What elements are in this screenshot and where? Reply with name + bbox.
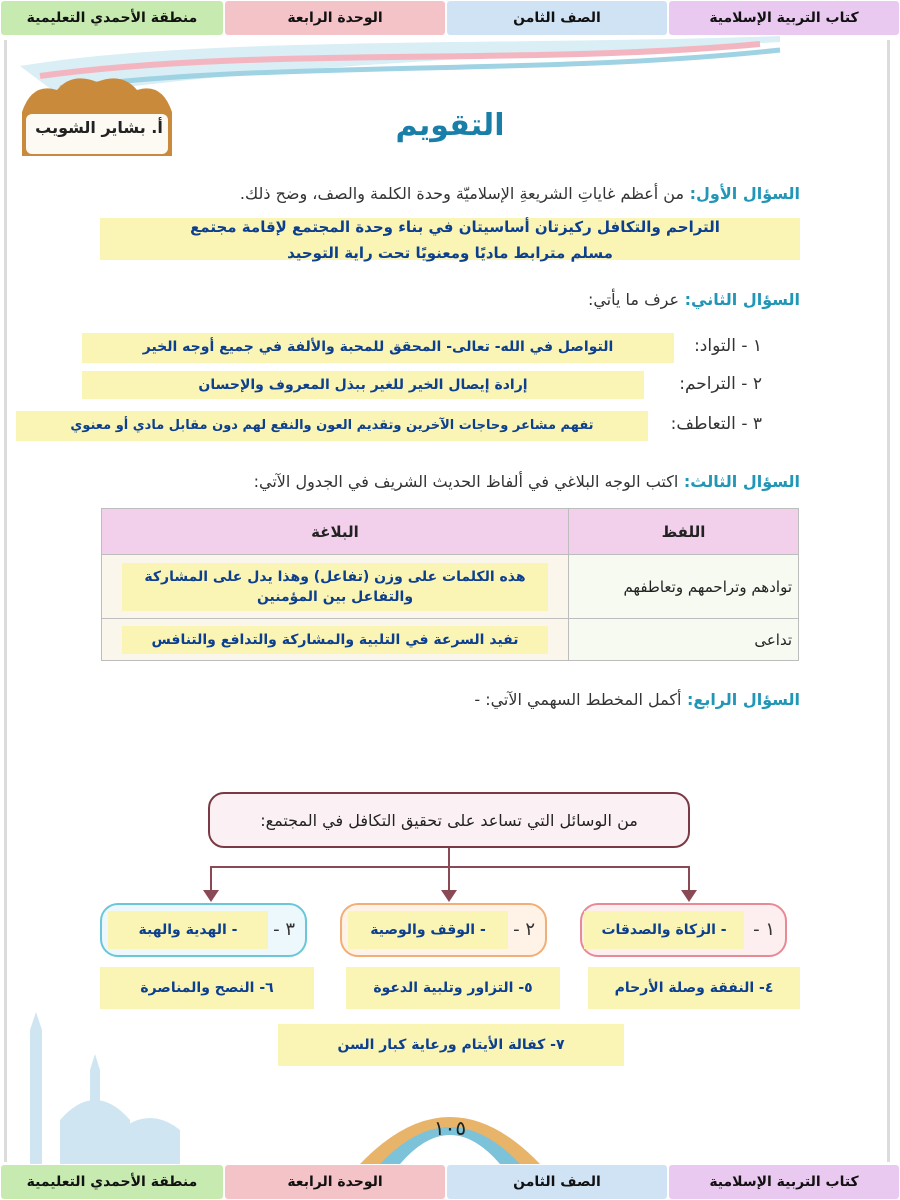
question-4 bbox=[474, 690, 800, 709]
table-header-rhetoric: البلاغة bbox=[102, 509, 569, 555]
answer-2-3: تفهم مشاعر وحاجات الآخرين وتقديم العون والنفع لهم دون مقابل مادي أو معنوي bbox=[70, 418, 594, 433]
table-cell-rhetoric bbox=[102, 619, 569, 661]
header-book: كتاب التربية الإسلامية bbox=[669, 1, 899, 35]
branch-box-1 bbox=[580, 903, 787, 957]
branch-number: ٣ - bbox=[273, 919, 295, 940]
page-number: ١٠٥ bbox=[433, 1116, 467, 1140]
arrow-down-icon bbox=[203, 890, 219, 902]
question-1-label: السؤال الأول: bbox=[689, 184, 800, 203]
table-cell-word: تداعى bbox=[569, 619, 799, 661]
table-answer: هذه الكلمات على وزن (تفاعل) وهذا يدل على المشاركة والتفاعل بين المؤمنين bbox=[122, 563, 548, 611]
right-border bbox=[887, 40, 890, 1162]
arrow-down-icon bbox=[441, 890, 457, 902]
table-header-row bbox=[102, 509, 799, 555]
rhetoric-table bbox=[101, 508, 799, 661]
term-1: ١ - التواد: bbox=[694, 336, 762, 356]
branch-answer: - الزكاة والصدقات bbox=[584, 911, 744, 949]
branch-number: ٢ - bbox=[513, 919, 535, 940]
question-1-text: من أعظم غاياتِ الشريعةِ الإسلاميّة وحدة الكلمة والصف، وضح ذلك. bbox=[239, 184, 685, 203]
branch-answer: - الهدية والهبة bbox=[108, 911, 268, 949]
author-name: أ. بشاير الشويب bbox=[35, 118, 163, 137]
footer-region: منطقة الأحمدي التعليمية bbox=[1, 1165, 223, 1199]
arrow-down-icon bbox=[681, 890, 697, 902]
term-2: ٢ - التراحم: bbox=[679, 374, 762, 394]
table-header-word: اللفظ bbox=[569, 509, 799, 555]
answer-2-2: إرادة إيصال الخير للغير ببذل المعروف والإحسان bbox=[198, 377, 528, 393]
extra-answer-7: ٧- كفالة الأيتام ورعاية كبار السن bbox=[278, 1024, 624, 1066]
header-region: منطقة الأحمدي التعليمية bbox=[1, 1, 223, 35]
table-answer: تفيد السرعة في التلبية والمشاركة والتدافع والتنافس bbox=[122, 626, 548, 654]
table-cell-word: توادهم وتراحمهم وتعاطفهم bbox=[569, 555, 799, 619]
question-4-text: أكمل المخطط السهمي الآتي: - bbox=[474, 690, 682, 709]
term-3: ٣ - التعاطف: bbox=[670, 414, 762, 434]
extra-answer-5: ٥- التزاور وتلبية الدعوة bbox=[346, 967, 560, 1009]
answer-1-line2: مسلم مترابط ماديًا ومعنويًا تحت راية التوحيد bbox=[287, 244, 613, 262]
header-unit: الوحدة الرابعة bbox=[225, 1, 445, 35]
page-title: التقويم bbox=[395, 108, 505, 143]
question-3-label: السؤال الثالث: bbox=[683, 472, 800, 491]
question-1 bbox=[240, 184, 800, 203]
branch-number: ١ - bbox=[753, 919, 775, 940]
footer-unit: الوحدة الرابعة bbox=[225, 1165, 445, 1199]
extra-answer-4: ٤- النفقة وصلة الأرحام bbox=[588, 967, 800, 1009]
diagram-root-box: من الوسائل التي تساعد على تحقيق التكافل في المجتمع: bbox=[208, 792, 690, 848]
extra-answer-6: ٦- النصح والمناصرة bbox=[100, 967, 314, 1009]
bottom-header-bar bbox=[0, 1164, 900, 1200]
footer-book: كتاب التربية الإسلامية bbox=[669, 1165, 899, 1199]
table-cell-rhetoric bbox=[102, 555, 569, 619]
question-3-text: اكتب الوجه البلاغي في ألفاظ الحديث الشريف في الجدول الآتي: bbox=[253, 472, 679, 491]
mosque-silhouette-decoration bbox=[0, 1010, 900, 1164]
top-header-bar bbox=[0, 0, 900, 36]
question-2-label: السؤال الثاني: bbox=[684, 290, 800, 309]
question-3 bbox=[254, 472, 800, 491]
connector-vertical bbox=[448, 848, 450, 866]
question-4-label: السؤال الرابع: bbox=[686, 690, 800, 709]
answer-2-1: التواصل في الله- تعالى- المحقق للمحبة والألفة في جميع أوجه الخير bbox=[142, 339, 614, 355]
branch-box-2 bbox=[340, 903, 547, 957]
answer-1-line1: التراحم والتكافل ركيزتان أساسيتان في بناء وحدة المجتمع لإقامة مجتمع bbox=[190, 218, 720, 236]
left-border bbox=[4, 40, 7, 1162]
table-row bbox=[102, 619, 799, 661]
question-2 bbox=[588, 290, 800, 309]
footer-grade: الصف الثامن bbox=[447, 1165, 667, 1199]
header-grade: الصف الثامن bbox=[447, 1, 667, 35]
connector-horizontal bbox=[210, 866, 690, 868]
question-2-text: عرف ما يأتي: bbox=[587, 290, 680, 309]
table-row bbox=[102, 555, 799, 619]
branch-box-3 bbox=[100, 903, 307, 957]
branch-answer: - الوقف والوصية bbox=[348, 911, 508, 949]
